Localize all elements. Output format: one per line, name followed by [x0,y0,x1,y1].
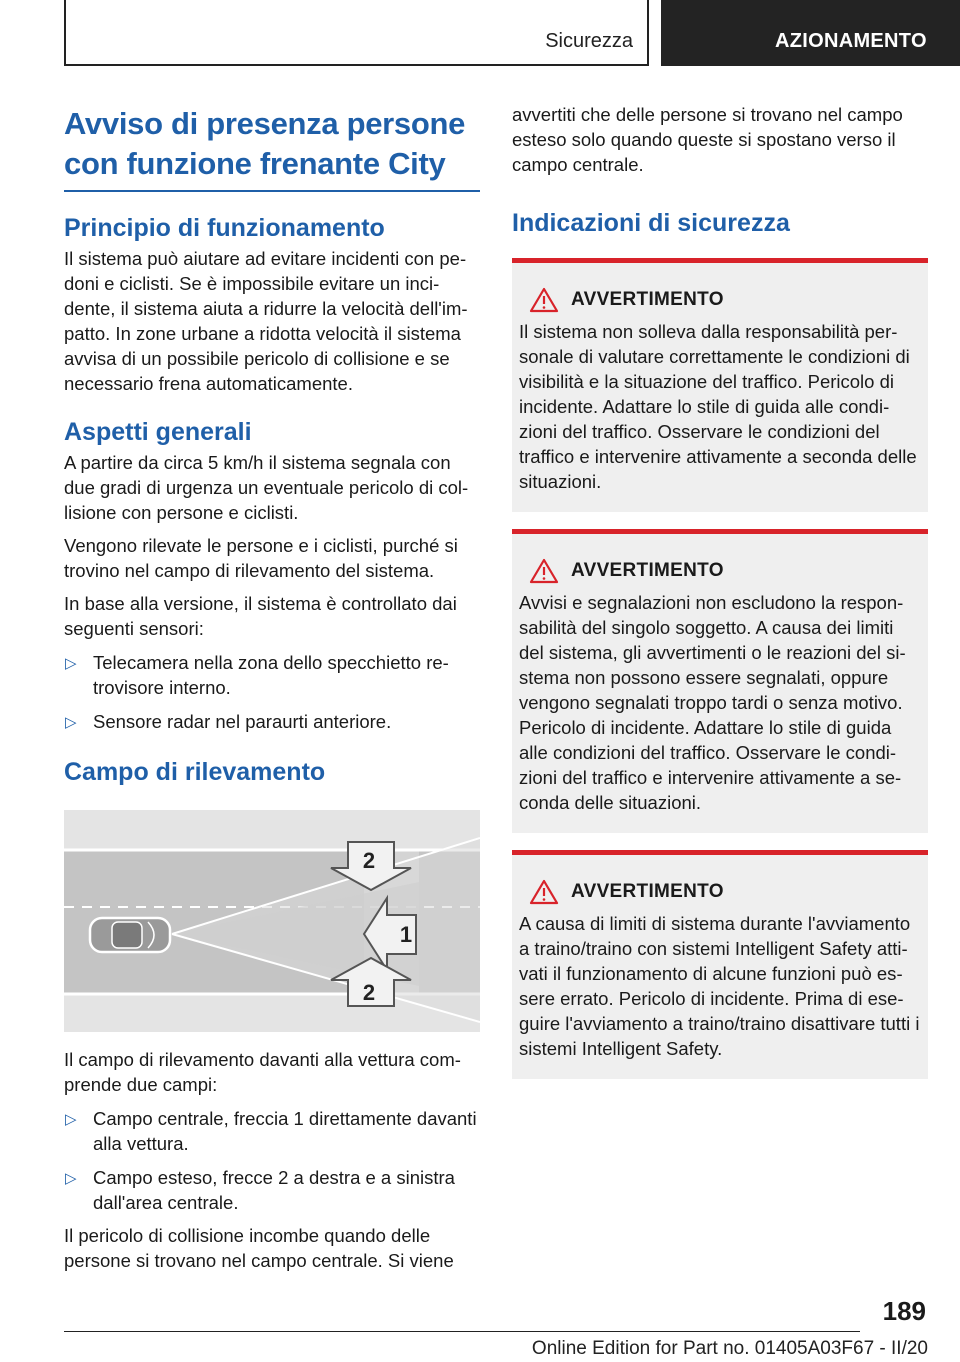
paragraph-general-3: In base alla versione, il sistema è controllato dai seguenti sensori: [64,593,457,639]
paragraph-range: Il campo di rilevamento davanti alla vettura comprende due campi: [64,1049,461,1095]
warning-triangle-icon [529,879,559,905]
warning-box [512,850,928,1079]
list-item [64,650,482,700]
paragraph-general-2: Vengono rilevate le persone e i ciclisti, purché si trovino nel campo di rilevamento del sistema. [64,535,458,581]
list-item-text: Campo esteso, frecce 2 a destra e a sinistra dall'area centrale. [93,1167,455,1213]
warning-title: AVVERTIMENTO [571,289,724,310]
footer-edition: Online Edition for Part no. 01405A03F67 - II/20 [531,1338,928,1359]
title-divider [64,190,480,192]
heading-range: Campo di rilevamento [64,758,326,786]
paragraph-danger: Il pericolo di collisione incombe quando delle persone si trovano nel campo centrale. Si viene [64,1225,454,1271]
bullet-triangle-icon: ▷ [65,1170,77,1187]
list-item-text: Campo centrale, freccia 1 direttamente davanti alla vettura. [93,1108,477,1154]
paragraph-continued: avvertiti che delle persone si trovano nel campo esteso solo quando queste si spostano verso il campo centrale. [512,104,903,175]
warning-text: Il sistema non solleva dalla responsabilità personale di valutare correttamente le condizioni di visibilità e la situazione del traffico. Pericolo di incidente. Adattare lo stile di guida alle condizioni del traffico. Osservare le condizioni del traffico e intervenire attivamente a seconda delle situazioni. [519,321,917,492]
warning-text: Avvisi e segnalazioni non escludono la responsabilità del singolo soggetto. A causa dei limiti del sistema, gli avvertimenti o le reazioni del sistema non possono essere segnalati, oppure vengono segnalati troppo tardi o senza motivo. Pericolo di incidente. Adattare lo stile di guida alle condizioni del traffico. Osservare le condizioni del traffico e intervenire attivamente a seconda delle situazioni. [519,592,906,813]
bullet-triangle-icon: ▷ [65,655,77,672]
page-number: 189 [882,1296,926,1326]
paragraph-general-1: A partire da circa 5 km/h il sistema segnala con due gradi di urgenza un eventuale pericolo di collisione con persone e ciclisti. [64,452,469,523]
heading-safety: Indicazioni di sicurezza [512,209,790,237]
warning-triangle-icon [529,287,559,313]
list-item-text: Telecamera nella zona dello specchietto retrovisore interno. [93,652,449,698]
label-arrow-front: 1 [399,922,413,947]
detection-range-diagram [64,810,480,1032]
header-chapter-tab [661,0,960,66]
header-section-label: Sicurezza [545,30,633,52]
right-column [512,102,930,1079]
label-arrow-top: 2 [362,848,376,873]
list-item [64,1165,482,1215]
bullet-triangle-icon: ▷ [65,714,77,731]
list-item-text: Sensore radar nel paraurti anteriore. [93,711,392,732]
warning-box [512,529,928,833]
warning-triangle-icon [529,558,559,584]
detection-range-illustration [64,810,480,1032]
warning-text: A causa di limiti di sistema durante l'avviamento a traino/traino con sistemi Intelligent Safety attivati il funzionamento di alcune funzioni può essere errato. Pericolo di incidente. Prima di eseguire l'avviamento a traino/traino disattivare tutti i sistemi Intelligent Safety. [519,913,920,1059]
heading-principle: Principio di funzionamento [64,214,385,242]
paragraph-principle: Il sistema può aiutare ad evitare incidenti con pedoni e ciclisti. Se è impossibile evitare un incidente, il sistema aiuta a ridurre la velocità dell'impatto. In zone urbane a ridotta velocità il sistema avvisa di un possibile pericolo di collisione e se necessario frena automaticamente. [64,248,468,394]
heading-general: Aspetti generali [64,418,252,446]
bullet-triangle-icon: ▷ [65,1111,77,1128]
footer-divider [64,1331,860,1332]
car-icon [90,918,170,952]
header-section-tab [64,0,649,66]
label-arrow-bottom: 2 [362,980,376,1005]
page-title: Avviso di presenza persone con funzione frenante City [64,106,466,181]
warning-title: AVVERTIMENTO [571,881,724,902]
left-column [64,104,482,1273]
header-chapter-label: AZIONAMENTO [775,30,927,52]
warning-title: AVVERTIMENTO [571,560,724,581]
warning-box [512,258,928,512]
list-item [64,1106,482,1156]
list-item [64,709,482,734]
